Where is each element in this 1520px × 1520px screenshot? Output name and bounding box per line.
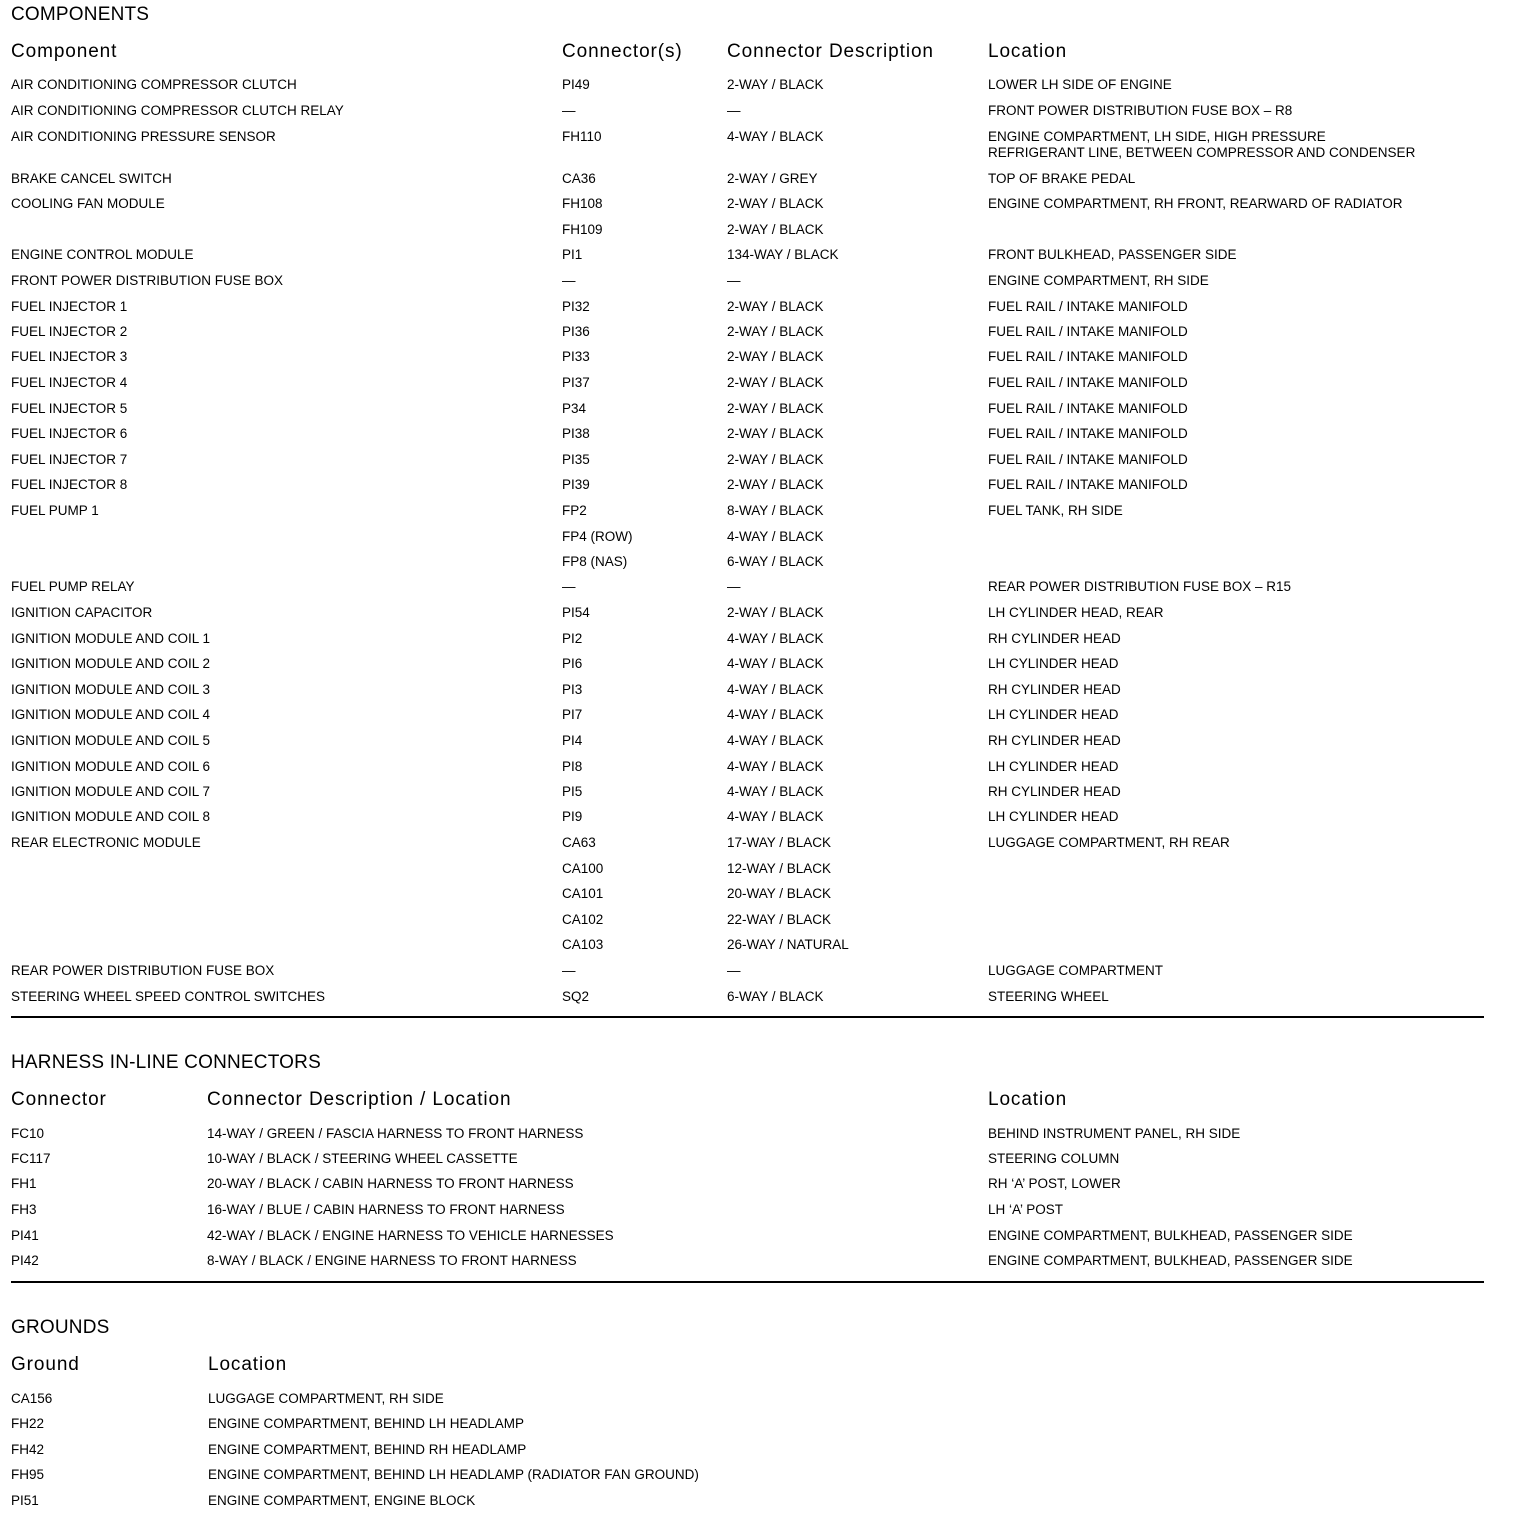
component-location: FRONT BULKHEAD, PASSENGER SIDE (988, 247, 1237, 262)
component-location: FUEL RAIL / INTAKE MANIFOLD (988, 324, 1188, 339)
connector-id: P34 (562, 401, 587, 416)
component-location: LH CYLINDER HEAD (988, 809, 1119, 824)
connector-id: PI38 (562, 426, 590, 441)
connector-description: 2-WAY / BLACK (727, 426, 824, 441)
connector-id: FP8 (NAS) (562, 554, 628, 569)
connector-description: 4-WAY / BLACK (727, 809, 824, 824)
connector-description: 2-WAY / BLACK (727, 324, 824, 339)
component-name: FUEL INJECTOR 4 (11, 375, 128, 390)
component-location: FUEL RAIL / INTAKE MANIFOLD (988, 401, 1188, 416)
connector-id: PI4 (562, 733, 583, 748)
connector-description: 2-WAY / BLACK (727, 196, 824, 211)
connector-description: 4-WAY / BLACK (727, 733, 824, 748)
connector-id: PI35 (562, 452, 590, 467)
harness-location: BEHIND INSTRUMENT PANEL, RH SIDE (988, 1126, 1241, 1141)
connector-id: CA63 (562, 835, 596, 850)
component-location: FUEL RAIL / INTAKE MANIFOLD (988, 452, 1188, 467)
connector-id: — (562, 579, 576, 594)
component-location: LH CYLINDER HEAD (988, 759, 1119, 774)
connector-description: 4-WAY / BLACK (727, 529, 824, 544)
component-name: IGNITION MODULE AND COIL 8 (11, 809, 211, 824)
component-name: IGNITION MODULE AND COIL 7 (11, 784, 211, 799)
connector-description: 2-WAY / BLACK (727, 477, 824, 492)
component-name: ENGINE CONTROL MODULE (11, 247, 194, 262)
component-name: STEERING WHEEL SPEED CONTROL SWITCHES (11, 989, 326, 1004)
ground-location: ENGINE COMPARTMENT, BEHIND LH HEADLAMP (208, 1416, 525, 1431)
connector-description: 2-WAY / BLACK (727, 605, 824, 620)
connector-id: FH108 (562, 196, 603, 211)
connector-description: 17-WAY / BLACK (727, 835, 832, 850)
component-location: RH CYLINDER HEAD (988, 784, 1121, 799)
connector-description: — (727, 103, 741, 118)
harness-location: ENGINE COMPARTMENT, BULKHEAD, PASSENGER SIDE (988, 1228, 1353, 1243)
connector-description: 2-WAY / BLACK (727, 401, 824, 416)
component-name: AIR CONDITIONING COMPRESSOR CLUTCH (11, 77, 297, 92)
component-location: RH CYLINDER HEAD (988, 733, 1121, 748)
connector-id: CA36 (562, 171, 596, 186)
harness-description: 8-WAY / BLACK / ENGINE HARNESS TO FRONT HARNESS (207, 1253, 577, 1268)
harness-connector-id: FH3 (11, 1202, 37, 1217)
harness-connector-id: FC10 (11, 1126, 45, 1141)
harness-connector-id: FC117 (11, 1151, 51, 1166)
harness-description: 14-WAY / GREEN / FASCIA HARNESS TO FRONT HARNESS (207, 1126, 584, 1141)
component-name: FUEL INJECTOR 7 (11, 452, 128, 467)
ground-location: LUGGAGE COMPARTMENT, RH SIDE (208, 1391, 444, 1406)
connector-id: — (562, 963, 576, 978)
ground-location: ENGINE COMPARTMENT, BEHIND RH HEADLAMP (208, 1442, 527, 1457)
harness-header-description: Connector Description / Location (207, 1089, 512, 1110)
connector-description: 2-WAY / BLACK (727, 349, 824, 364)
component-location: LUGGAGE COMPARTMENT, RH REAR (988, 835, 1230, 850)
component-name: IGNITION MODULE AND COIL 6 (11, 759, 211, 774)
component-location: ENGINE COMPARTMENT, RH FRONT, REARWARD OF RADIATOR (988, 196, 1403, 211)
component-name: AIR CONDITIONING COMPRESSOR CLUTCH RELAY (11, 103, 344, 118)
connector-description: 6-WAY / BLACK (727, 989, 824, 1004)
harness-header-location: Location (988, 1089, 1068, 1110)
connector-description: 134-WAY / BLACK (727, 247, 839, 262)
component-location-line2: REFRIGERANT LINE, BETWEEN COMPRESSOR AND CONDENSER (988, 145, 1416, 160)
component-name: FUEL INJECTOR 8 (11, 477, 128, 492)
component-name: IGNITION MODULE AND COIL 3 (11, 682, 211, 697)
connector-description: — (727, 579, 741, 594)
connector-description: 4-WAY / BLACK (727, 784, 824, 799)
component-name: AIR CONDITIONING PRESSURE SENSOR (11, 129, 276, 144)
connector-id: PI33 (562, 349, 590, 364)
connector-id: CA102 (562, 912, 604, 927)
ground-id: FH42 (11, 1442, 45, 1457)
connector-id: CA101 (562, 886, 604, 901)
harness-location: ENGINE COMPARTMENT, BULKHEAD, PASSENGER SIDE (988, 1253, 1353, 1268)
harness-description: 42-WAY / BLACK / ENGINE HARNESS TO VEHICLE HARNESSES (207, 1228, 614, 1243)
component-name: FUEL PUMP RELAY (11, 579, 135, 594)
connector-description: 2-WAY / BLACK (727, 452, 824, 467)
component-location: FUEL RAIL / INTAKE MANIFOLD (988, 299, 1188, 314)
component-location: LOWER LH SIDE OF ENGINE (988, 77, 1172, 92)
connector-id: CA100 (562, 861, 604, 876)
component-name: IGNITION MODULE AND COIL 4 (11, 707, 211, 722)
harness-description: 20-WAY / BLACK / CABIN HARNESS TO FRONT HARNESS (207, 1176, 574, 1191)
connector-description: 4-WAY / BLACK (727, 656, 824, 671)
connector-description: 20-WAY / BLACK (727, 886, 832, 901)
connector-description: 8-WAY / BLACK (727, 503, 824, 518)
connector-description: 12-WAY / BLACK (727, 861, 832, 876)
component-name: IGNITION MODULE AND COIL 5 (11, 733, 211, 748)
connector-id: PI1 (562, 247, 583, 262)
component-location: FUEL TANK, RH SIDE (988, 503, 1123, 518)
connector-id: PI2 (562, 631, 583, 646)
harness-location: STEERING COLUMN (988, 1151, 1120, 1166)
component-location: FUEL RAIL / INTAKE MANIFOLD (988, 426, 1188, 441)
connector-description: — (727, 963, 741, 978)
component-name: FRONT POWER DISTRIBUTION FUSE BOX (11, 273, 284, 288)
harness-description: 10-WAY / BLACK / STEERING WHEEL CASSETTE (207, 1151, 518, 1166)
ground-location: ENGINE COMPARTMENT, ENGINE BLOCK (208, 1493, 476, 1508)
harness-location: LH ‘A’ POST (988, 1202, 1064, 1217)
connector-id: PI6 (562, 656, 583, 671)
component-location: ENGINE COMPARTMENT, LH SIDE, HIGH PRESSURE (988, 129, 1326, 144)
component-name: FUEL INJECTOR 1 (11, 299, 128, 314)
component-name: IGNITION CAPACITOR (11, 605, 153, 620)
component-location: LH CYLINDER HEAD (988, 707, 1119, 722)
connector-id: PI7 (562, 707, 583, 722)
harness-connector-id: FH1 (11, 1176, 37, 1191)
harness-header-connector: Connector (11, 1089, 107, 1110)
components-header-description: Connector Description (727, 41, 934, 62)
components-header-connectors: Connector(s) (562, 41, 683, 62)
harness-location: RH ‘A’ POST, LOWER (988, 1176, 1121, 1191)
component-location: LUGGAGE COMPARTMENT (988, 963, 1164, 978)
connector-id: PI54 (562, 605, 590, 620)
connector-id: PI3 (562, 682, 583, 697)
connector-id: SQ2 (562, 989, 590, 1004)
component-name: FUEL PUMP 1 (11, 503, 99, 518)
harness-connector-id: PI42 (11, 1253, 39, 1268)
ground-id: CA156 (11, 1391, 53, 1406)
connector-id: PI49 (562, 77, 590, 92)
component-name: FUEL INJECTOR 6 (11, 426, 128, 441)
components-header-location: Location (988, 41, 1068, 62)
ground-id: FH95 (11, 1467, 45, 1482)
connector-description: 4-WAY / BLACK (727, 682, 824, 697)
connector-id: FH109 (562, 222, 603, 237)
connector-description: 4-WAY / BLACK (727, 707, 824, 722)
connector-id: CA103 (562, 937, 604, 952)
connector-description: 22-WAY / BLACK (727, 912, 832, 927)
component-location: RH CYLINDER HEAD (988, 631, 1121, 646)
component-name: FUEL INJECTOR 3 (11, 349, 128, 364)
connector-id: PI39 (562, 477, 590, 492)
harness-description: 16-WAY / BLUE / CABIN HARNESS TO FRONT HARNESS (207, 1202, 565, 1217)
component-name: IGNITION MODULE AND COIL 2 (11, 656, 211, 671)
components-header-component: Component (11, 41, 118, 62)
connector-description: 4-WAY / BLACK (727, 129, 824, 144)
component-location: FRONT POWER DISTRIBUTION FUSE BOX – R8 (988, 103, 1293, 118)
grounds-header-location: Location (208, 1354, 288, 1375)
connector-id: PI8 (562, 759, 583, 774)
component-name: REAR ELECTRONIC MODULE (11, 835, 201, 850)
components-title: COMPONENTS (11, 4, 150, 25)
harness-connector-id: PI41 (11, 1228, 39, 1243)
components-divider (11, 1016, 1484, 1018)
component-name: REAR POWER DISTRIBUTION FUSE BOX (11, 963, 275, 978)
component-location: TOP OF BRAKE PEDAL (988, 171, 1136, 186)
connector-id: FP2 (562, 503, 587, 518)
connector-id: — (562, 273, 576, 288)
grounds-header-ground: Ground (11, 1354, 80, 1375)
component-location: STEERING WHEEL (988, 989, 1109, 1004)
connector-id: PI37 (562, 375, 590, 390)
ground-id: PI51 (11, 1493, 39, 1508)
component-location: FUEL RAIL / INTAKE MANIFOLD (988, 477, 1188, 492)
connector-id: PI36 (562, 324, 590, 339)
connector-id: PI9 (562, 809, 583, 824)
component-location: REAR POWER DISTRIBUTION FUSE BOX – R15 (988, 579, 1292, 594)
connector-id: FH110 (562, 129, 602, 144)
component-name: FUEL INJECTOR 2 (11, 324, 128, 339)
connector-description: 2-WAY / BLACK (727, 375, 824, 390)
component-location: FUEL RAIL / INTAKE MANIFOLD (988, 375, 1188, 390)
component-location: FUEL RAIL / INTAKE MANIFOLD (988, 349, 1188, 364)
connector-description: 6-WAY / BLACK (727, 554, 824, 569)
component-name: COOLING FAN MODULE (11, 196, 165, 211)
grounds-title: GROUNDS (11, 1317, 110, 1338)
connector-description: — (727, 273, 741, 288)
component-name: IGNITION MODULE AND COIL 1 (11, 631, 211, 646)
connector-id: PI32 (562, 299, 590, 314)
harness-divider (11, 1281, 1484, 1283)
connector-id: PI5 (562, 784, 583, 799)
connector-description: 4-WAY / BLACK (727, 631, 824, 646)
component-name: FUEL INJECTOR 5 (11, 401, 128, 416)
connector-description: 4-WAY / BLACK (727, 759, 824, 774)
connector-id: — (562, 103, 576, 118)
component-location: RH CYLINDER HEAD (988, 682, 1121, 697)
connector-description: 2-WAY / GREY (727, 171, 818, 186)
component-location: LH CYLINDER HEAD, REAR (988, 605, 1164, 620)
component-location: LH CYLINDER HEAD (988, 656, 1119, 671)
harness-title: HARNESS IN-LINE CONNECTORS (11, 1052, 321, 1073)
ground-location: ENGINE COMPARTMENT, BEHIND LH HEADLAMP (RADIATOR FAN GROUND) (208, 1467, 699, 1482)
connector-description: 2-WAY / BLACK (727, 222, 824, 237)
component-name: BRAKE CANCEL SWITCH (11, 171, 172, 186)
component-location: ENGINE COMPARTMENT, RH SIDE (988, 273, 1209, 288)
connector-description: 2-WAY / BLACK (727, 299, 824, 314)
connector-description: 26-WAY / NATURAL (727, 937, 849, 952)
connector-id: FP4 (ROW) (562, 529, 633, 544)
ground-id: FH22 (11, 1416, 45, 1431)
connector-description: 2-WAY / BLACK (727, 77, 824, 92)
